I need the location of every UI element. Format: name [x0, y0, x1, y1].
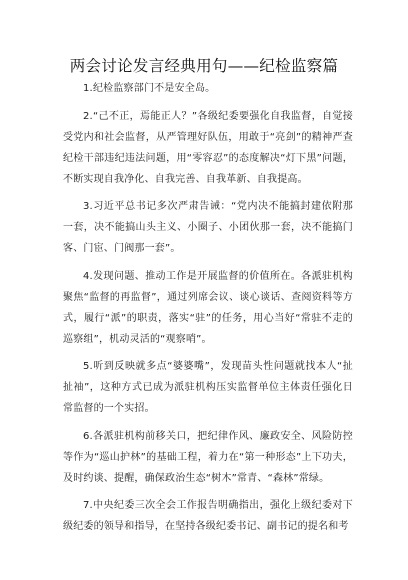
paragraph-4: 4.发现问题、推动工作是开展监督的价值所在。各派驻机构聚焦“监督的再监督”，通过列席会议、谈心谈话、查阅资料等方式，履行“派”的职责，落实“驻”的任务，用心当好“常驻不走的巡察组”，机动灵活的“观察哨”。	[63, 270, 353, 345]
paragraph-7: 7.中央纪委三次全会工作报告明确指出，强化上级纪委对下级纪委的领导和指导，在坚持各级纪委书记、副书记的提名和考	[63, 500, 353, 532]
paragraph-5: 5.听到反映就多点“婆婆嘴”，发现苗头性问题就找本人“扯扯袖”，这种方式已成为派驻机构压实监督单位主体责任强化日常监督的一个实招。	[63, 361, 353, 414]
document-body	[63, 78, 353, 544]
paragraph-1: 1.纪检监察部门不是安全岛。	[83, 83, 216, 94]
paragraph-2: 2.“己不正，焉能正人？”各级纪委要强化自我监督，自觉接受党内和社会监督，从严管理好队伍，用敢于“亮剑”的精神严查纪检干部违纪违法问题，用“零容忍”的态度解决“灯下黑”问题，不断实现自我净化、自我完善、自我革新、自我提高。	[63, 110, 353, 185]
document-title: 两会讨论发言经典用句——纪检监察篇	[69, 57, 339, 75]
paragraph-6: 6.各派驻机构前移关口，把纪律作风、廉政安全、风险防控等作为“巡山护林”的基础工程，着力在“第一种形态”上下功夫，及时约谈、提醒，确保政治生态“树木”常青、“森林”常绿。	[63, 430, 353, 484]
paragraph-3: 3.习近平总书记多次严肃告诫：“党内决不能搞封建依附那一套，决不能搞山头主义、小圈子、小团伙那一套，决不能搞门客、门宦、门阀那一套”。	[63, 201, 353, 254]
